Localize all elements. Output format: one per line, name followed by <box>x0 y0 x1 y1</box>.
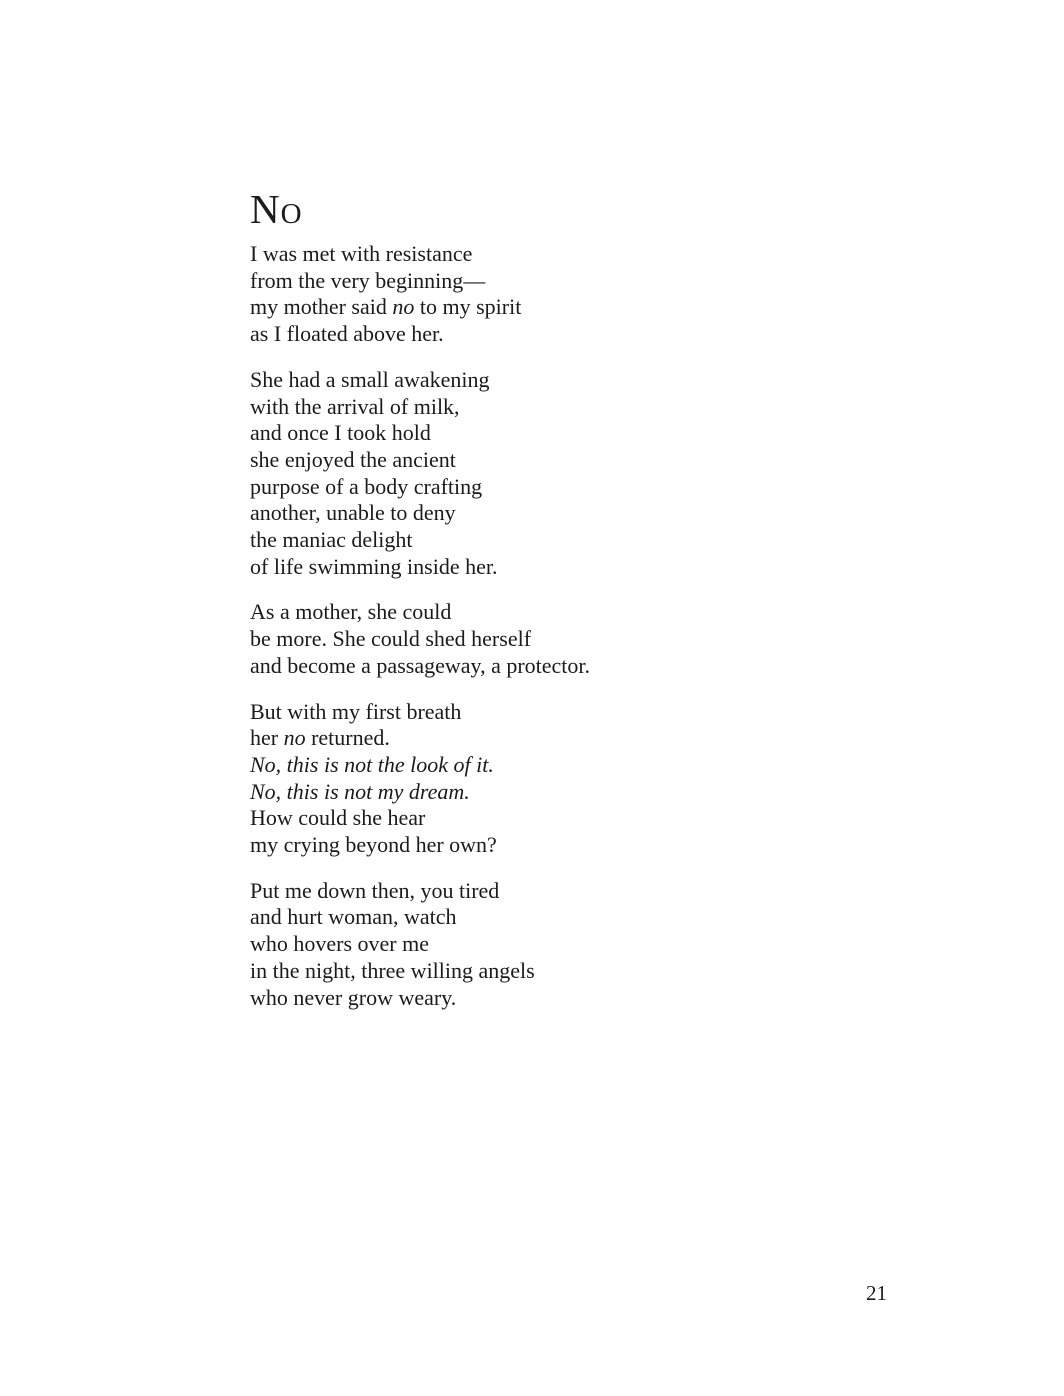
poem-text: in the night, three willing angels <box>250 957 535 983</box>
poem-text: she enjoyed the ancient <box>250 446 456 472</box>
poem-line <box>250 500 870 527</box>
poem-text-italic: No, this is not my dream. <box>250 778 470 804</box>
poem-line <box>250 268 870 295</box>
poem-line <box>250 420 870 447</box>
poem-line <box>250 321 870 348</box>
poem-line <box>250 878 870 905</box>
poem-text: and once I took hold <box>250 420 431 446</box>
poem-text: as I floated above her. <box>250 321 444 347</box>
stanza <box>250 241 870 348</box>
poem-text: and become a passageway, a protector. <box>250 652 591 678</box>
poem-text: to my spirit <box>414 294 522 320</box>
poem-line <box>250 958 870 985</box>
poem-line <box>250 779 870 806</box>
poem-line <box>250 294 870 321</box>
poem <box>250 241 870 1030</box>
poem-text: with the arrival of milk, <box>250 393 460 419</box>
poem-text: another, unable to deny <box>250 500 456 526</box>
poem-text: Put me down then, you tired <box>250 877 500 903</box>
poem-line <box>250 904 870 931</box>
poem-text: But with my first breath <box>250 698 462 724</box>
poem-line <box>250 599 870 626</box>
poem-text: purpose of a body crafting <box>250 473 483 499</box>
poem-line <box>250 447 870 474</box>
poem-line <box>250 699 870 726</box>
poem-text-italic: no <box>283 725 306 751</box>
poem-text: and hurt woman, watch <box>250 904 457 930</box>
poem-line <box>250 527 870 554</box>
poem-line <box>250 394 870 421</box>
poem-line <box>250 653 870 680</box>
poem-line <box>250 805 870 832</box>
poem-text: who hovers over me <box>250 931 430 957</box>
poem-text-italic: no <box>392 294 415 320</box>
poem-line <box>250 554 870 581</box>
poem-text: my crying beyond her own? <box>250 832 497 858</box>
poem-line <box>250 725 870 752</box>
poem-text: I was met with resistance <box>250 241 473 266</box>
stanza <box>250 367 870 581</box>
poem-text: She had a small awakening <box>250 366 490 392</box>
stanza <box>250 599 870 679</box>
poem-text: who never grow weary. <box>250 984 457 1010</box>
poem-line <box>250 626 870 653</box>
poem-title: No <box>250 186 303 233</box>
poem-text-italic: No, this is not the look of it. <box>250 751 494 777</box>
poem-line <box>250 752 870 779</box>
poem-text: be more. She could shed herself <box>250 626 532 652</box>
poem-line <box>250 474 870 501</box>
poem-text: returned. <box>305 725 390 751</box>
poem-text: As a mother, she could <box>250 599 452 625</box>
poem-text: from the very beginning— <box>250 267 486 293</box>
poem-line <box>250 985 870 1012</box>
poem-text: the maniac delight <box>250 527 413 553</box>
stanza <box>250 699 870 859</box>
poem-line <box>250 931 870 958</box>
page-number: 21 <box>866 1281 887 1305</box>
stanza <box>250 878 870 1012</box>
poem-text: of life swimming inside her. <box>250 553 498 579</box>
poem-text: her <box>250 725 284 751</box>
poem-text: How could she hear <box>250 805 426 831</box>
poem-line <box>250 832 870 859</box>
poem-line <box>250 367 870 394</box>
poem-line <box>250 241 870 268</box>
poem-text: my mother said <box>250 294 393 320</box>
